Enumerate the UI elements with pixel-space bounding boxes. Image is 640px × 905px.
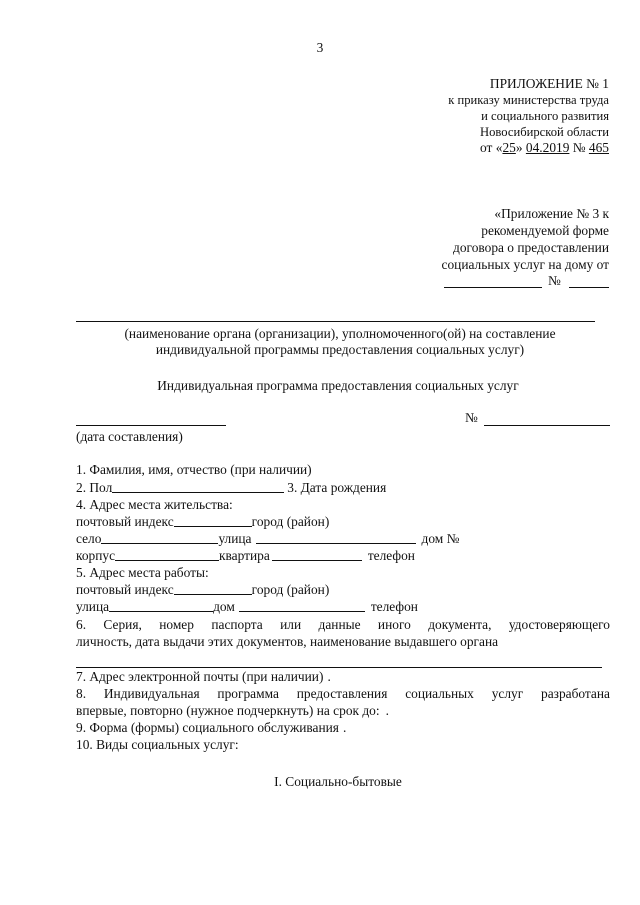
date-blank — [76, 425, 226, 426]
residence-postal-input[interactable] — [174, 526, 252, 527]
sub-appendix-line-1: «Приложение № 3 к — [494, 206, 609, 221]
work-house-input[interactable] — [239, 611, 365, 612]
full-name-label: 1. Фамилия, имя, отчество (при наличии) — [76, 462, 312, 477]
appendix-line-4: Новосибирской области — [480, 125, 609, 139]
passport-input-extra[interactable] — [76, 667, 602, 668]
residence-phone-label: телефон — [367, 548, 415, 563]
service-form-label: 9. Форма (формы) социального обслуживания — [76, 720, 339, 735]
email-period: . — [327, 669, 331, 684]
appendix-num-prefix: № — [569, 140, 589, 155]
work-postal-city — [76, 582, 610, 598]
program-term-label-line-2: впервые, повторно (нужное подчеркнуть) на срок до: — [76, 703, 380, 718]
house-number-label: дом № — [421, 531, 460, 546]
work-house-label: дом — [213, 599, 235, 614]
work-city-label: город (район) — [251, 582, 330, 597]
field-service-form — [76, 720, 602, 736]
residence-street-input[interactable] — [256, 543, 416, 544]
field-full-name — [76, 462, 610, 478]
work-street-input[interactable] — [109, 611, 213, 612]
program-term-period: . — [385, 703, 389, 718]
sub-appendix-number-blank — [569, 287, 609, 288]
sub-appendix-num-sign: № — [548, 273, 561, 288]
work-postal-label: почтовый индекс — [76, 582, 174, 597]
sub-appendix-date-blank — [444, 287, 542, 288]
passport-label-line-2: личность, дата выдачи этих документов, наименование выдавшего органа — [76, 634, 499, 649]
page-number: 3 — [316, 40, 324, 55]
residence-postal-city — [76, 514, 610, 530]
appendix-date-month-year: 04.2019 — [525, 140, 570, 155]
residence-street-label: улица — [218, 531, 252, 546]
service-types-label: 10. Виды социальных услуг: — [76, 737, 239, 752]
work-phone-label: телефон — [370, 599, 418, 614]
passport-label-line-1: 6. Серия, номер паспорта или данные иного документа, удостоверяющего — [76, 617, 610, 632]
appendix-line-2: к приказу министерства труда — [448, 93, 609, 107]
appendix-line-3: и социального развития — [481, 109, 609, 123]
org-name-blank — [76, 321, 595, 322]
section-title: I. Социально-бытовые — [274, 774, 402, 789]
org-caption-line-2: индивидуальной программы предоставления социальных услуг) — [155, 342, 525, 357]
program-num-sign: № — [465, 410, 478, 425]
program-term-line-2 — [76, 703, 610, 719]
appendix-date — [480, 140, 609, 156]
sub-appendix-line-2: рекомендуемой форме — [481, 223, 609, 238]
sex-input[interactable] — [112, 492, 284, 493]
building-label: корпус — [76, 548, 116, 563]
sub-appendix-line-4: социальных услуг на дому от — [441, 257, 609, 272]
org-caption-line-1: (наименование органа (организации), уполномоченного(ой) на составление — [124, 326, 556, 341]
residence-building-apartment — [76, 548, 610, 564]
appendix-date-mid: » — [515, 140, 526, 155]
email-label: 7. Адрес электронной почты (при наличии) — [76, 669, 324, 684]
residence-village-street — [76, 531, 610, 547]
village-input[interactable] — [101, 543, 218, 544]
work-street-house-phone — [76, 599, 610, 615]
field-sex-birth — [76, 480, 610, 496]
village-label: село — [76, 531, 102, 546]
work-postal-input[interactable] — [174, 594, 252, 595]
apartment-label: квартира — [219, 548, 270, 563]
birth-date-label: 3. Дата рождения — [287, 480, 387, 495]
residence-address-label: 4. Адрес места жительства: — [76, 497, 233, 512]
building-input[interactable] — [115, 560, 219, 561]
appendix-number: 465 — [588, 140, 609, 155]
passport-line-2 — [76, 634, 610, 650]
appendix-date-prefix: от « — [480, 140, 503, 155]
sex-label: 2. Пол — [76, 480, 113, 495]
residence-postal-label: почтовый индекс — [76, 514, 174, 529]
sub-appendix-line-3: договора о предоставлении — [453, 240, 609, 255]
date-caption: (дата составления) — [76, 429, 183, 444]
appendix-title: ПРИЛОЖЕНИЕ № 1 — [489, 76, 609, 91]
work-address-label: 5. Адрес места работы: — [76, 565, 209, 580]
program-number-blank — [484, 425, 610, 426]
work-street-label: улица — [76, 599, 110, 614]
program-term-label-line-1: 8. Индивидуальная программа предоставления социальных услуг разработана — [76, 686, 610, 701]
field-email — [76, 669, 610, 685]
apartment-input[interactable] — [272, 560, 362, 561]
residence-city-label: город (район) — [251, 514, 330, 529]
document-title: Индивидуальная программа предоставления социальных услуг — [157, 378, 519, 393]
appendix-date-day: 25 — [502, 140, 516, 155]
service-form-period: . — [342, 720, 347, 735]
